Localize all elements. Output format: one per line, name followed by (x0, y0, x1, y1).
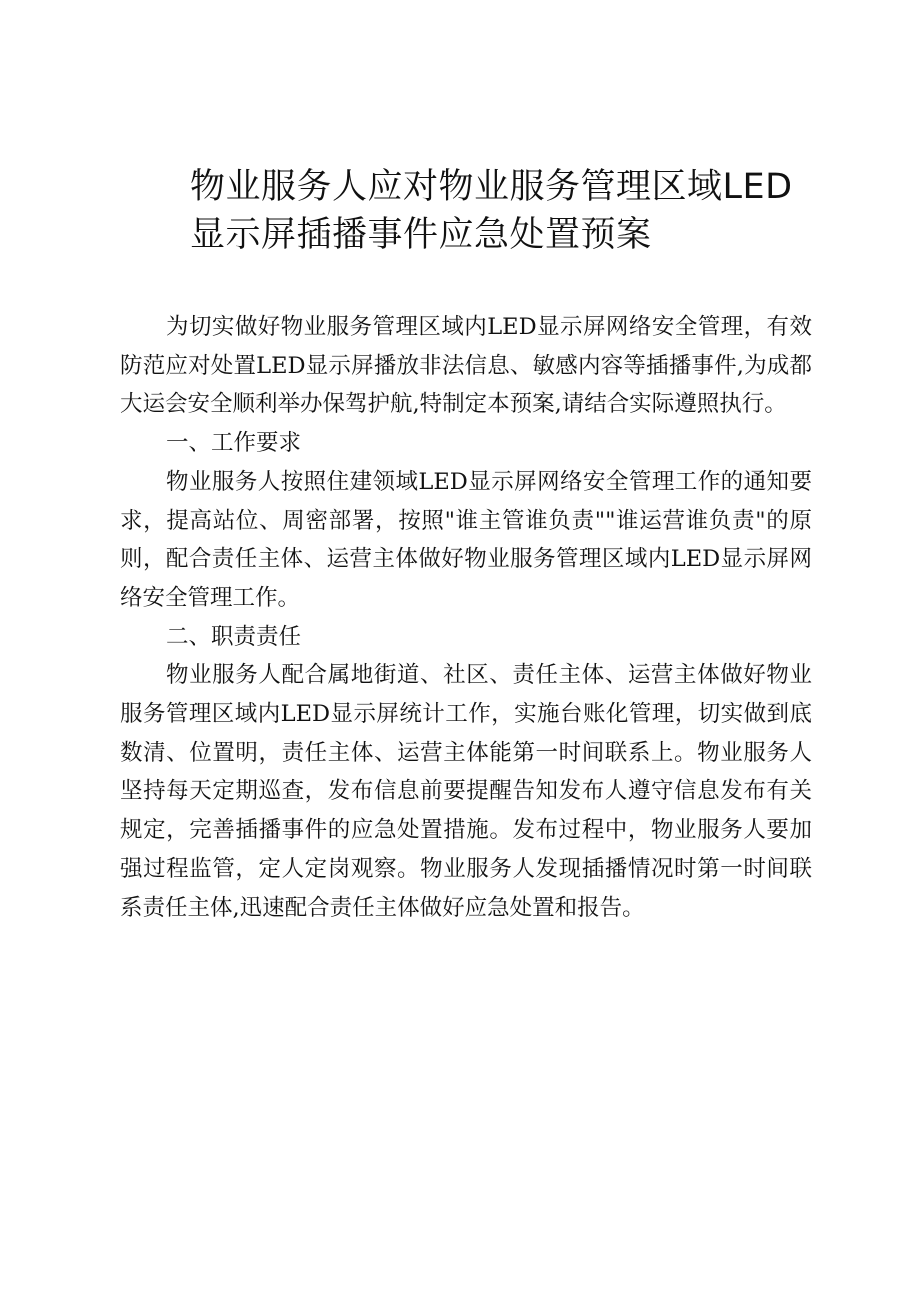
duties-paragraph: 物业服务人配合属地街道、社区、责任主体、运营主体做好物业服务管理区域内LED显示屏统计工作，实施台账化管理，切实做到底数清、位置明，责任主体、运营主体能第一时间联系上。物业服务人坚持每天定期巡查，发布信息前要提醒告知发布人遵守信息发布有关规定，完善插播事件的应急处置措施。发布过程中，物业服务人要加强过程监管，定人定岗观察。物业服务人发现插播情况时第一时间联系责任主体,迅速配合责任主体做好应急处置和报告。 (120, 662, 812, 921)
document-body (120, 308, 812, 927)
document-title: 物业服务人应对物业服务管理区域LED显示屏插播事件应急处置预案 (190, 167, 793, 255)
intro-paragraph: 为切实做好物业服务管理区域内LED显示屏网络安全管理，有效防范应对处置LED显示屏播放非法信息、敏感内容等插播事件,为成都大运会安全顺利举办保驾护航,特制定本预案,请结合实际遵照执行。 (120, 314, 812, 418)
work-requirements-paragraph: 物业服务人按照住建领域LED显示屏网络安全管理工作的通知要求，提高站位、周密部署，按照"谁主管谁负责""谁运营谁负责"的原则，配合责任主体、运营主体做好物业服务管理区域内LED显示屏网络安全管理工作。 (120, 468, 812, 611)
section-heading-duties: 二、职责责任 (166, 623, 302, 650)
section-heading-work-requirements: 一、工作要求 (166, 430, 302, 457)
